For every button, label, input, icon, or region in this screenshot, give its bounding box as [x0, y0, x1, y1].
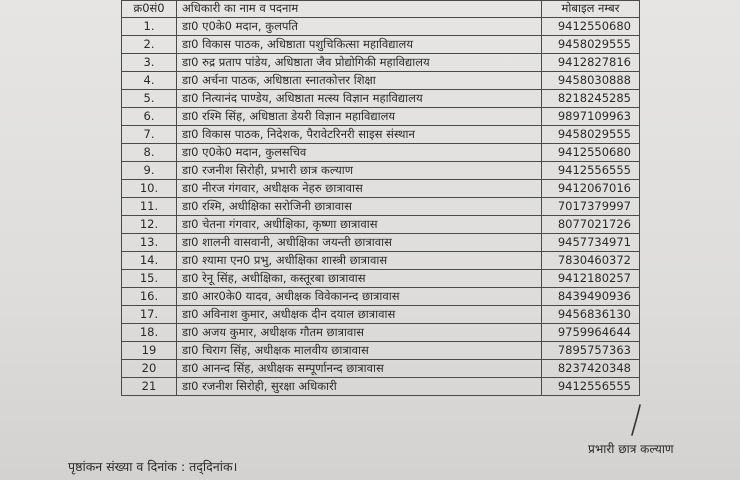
table-row	[122, 378, 640, 396]
table-header-row	[122, 1, 640, 18]
serial-number-cell: 5.	[122, 90, 177, 108]
mobile-number-cell: 9412827816	[542, 54, 640, 72]
official-name-header: अधिकारी का नाम व पदनाम	[177, 1, 542, 18]
official-name-cell: डा0 रजनीश सिरोही, सुरक्षा अधिकारी	[177, 378, 542, 396]
table-body	[122, 18, 640, 396]
official-name-cell: डा0 आर0के0 यादव, अधीक्षक विवेकानन्द छात्रावास	[177, 288, 542, 306]
table-row	[122, 36, 640, 54]
official-name-cell: डा0 चेतना गंगवार, अधीक्षिका, कृष्णा छात्रावास	[177, 216, 542, 234]
mobile-number-cell: 9412180257	[542, 270, 640, 288]
table-row	[122, 252, 640, 270]
mobile-number-cell: 9458029555	[542, 126, 640, 144]
serial-number-cell: 3.	[122, 54, 177, 72]
mobile-number-cell: 9412067016	[542, 180, 640, 198]
signature-stroke	[630, 404, 642, 436]
official-name-cell: डा0 शालनी वासवानी, अधीक्षिका जयन्ती छात्रावास	[177, 234, 542, 252]
official-name-cell: डा0 चिराग सिंह, अधीक्षक मालवीय छात्रावास	[177, 342, 542, 360]
serial-number-cell: 8.	[122, 144, 177, 162]
serial-number-header: क्र0सं0	[122, 1, 177, 18]
mobile-number-cell: 9458029555	[542, 36, 640, 54]
table-row	[122, 180, 640, 198]
serial-number-cell: 9.	[122, 162, 177, 180]
serial-number-cell: 20	[122, 360, 177, 378]
official-name-cell: डा0 ए0के0 मदान, कुलपति	[177, 18, 542, 36]
official-name-cell: डा0 श्यामा एन0 प्रभु, अधीक्षिका शास्त्री छात्रावास	[177, 252, 542, 270]
official-name-cell: डा0 नित्यानंद पाण्डेय, अधिष्ठाता मत्स्य विज्ञान महाविद्यालय	[177, 90, 542, 108]
official-name-cell: डा0 विकास पाठक, निदेशक, पैरावेटरिनरी साइस संस्थान	[177, 126, 542, 144]
table-row	[122, 126, 640, 144]
serial-number-cell: 14.	[122, 252, 177, 270]
mobile-number-cell: 9412550680	[542, 144, 640, 162]
table-row	[122, 90, 640, 108]
serial-number-cell: 17.	[122, 306, 177, 324]
table-row	[122, 306, 640, 324]
table-row	[122, 324, 640, 342]
serial-number-cell: 2.	[122, 36, 177, 54]
serial-number-cell: 12.	[122, 216, 177, 234]
endorsement-line: पृष्ठांकन संख्या व दिनांक : तद्‌दिनांक।	[68, 459, 238, 474]
official-name-cell: डा0 रजनीश सिरोही, प्रभारी छात्र कल्याण	[177, 162, 542, 180]
serial-number-cell: 6.	[122, 108, 177, 126]
mobile-number-cell: 7017379997	[542, 198, 640, 216]
mobile-number-cell: 9456836130	[542, 306, 640, 324]
cut-off-text-fragment	[68, 476, 438, 480]
serial-number-cell: 4.	[122, 72, 177, 90]
mobile-number-cell: 8237420348	[542, 360, 640, 378]
serial-number-cell: 18.	[122, 324, 177, 342]
serial-number-cell: 13.	[122, 234, 177, 252]
official-name-cell: डा0 अर्चना पाठक, अधिष्ठाता स्नातकोत्तर शिक्षा	[177, 72, 542, 90]
mobile-number-cell: 9412556555	[542, 162, 640, 180]
official-name-cell: डा0 आनन्द सिंह, अधीक्षक सम्पूर्णानन्द छात्रावास	[177, 360, 542, 378]
table-row	[122, 144, 640, 162]
mobile-number-cell: 8218245285	[542, 90, 640, 108]
official-name-cell: डा0 ए0के0 मदान, कुलसचिव	[177, 144, 542, 162]
table-row	[122, 360, 640, 378]
table-row	[122, 108, 640, 126]
table-row	[122, 162, 640, 180]
mobile-number-cell: 9897109963	[542, 108, 640, 126]
table-row	[122, 18, 640, 36]
table-row	[122, 270, 640, 288]
table-row	[122, 72, 640, 90]
table-row	[122, 54, 640, 72]
official-name-cell: डा0 रेनू सिंह, अधीक्षिका, कस्तूरबा छात्रावास	[177, 270, 542, 288]
official-name-cell: डा0 विकास पाठक, अधिष्ठाता पशुचिकित्सा महाविद्यालय	[177, 36, 542, 54]
official-name-cell: डा0 रश्मि, अधीक्षिका सरोजिनी छात्रावास	[177, 198, 542, 216]
mobile-number-header: मोबाइल नम्बर	[542, 1, 640, 18]
mobile-number-cell: 8077021726	[542, 216, 640, 234]
serial-number-cell: 21	[122, 378, 177, 396]
serial-number-cell: 10.	[122, 180, 177, 198]
mobile-number-cell: 7895757363	[542, 342, 640, 360]
official-name-cell: डा0 अजय कुमार, अधीक्षक गौतम छात्रावास	[177, 324, 542, 342]
table-row	[122, 288, 640, 306]
serial-number-cell: 1.	[122, 18, 177, 36]
mobile-number-cell: 9458030888	[542, 72, 640, 90]
serial-number-cell: 7.	[122, 126, 177, 144]
mobile-number-cell: 9759964644	[542, 324, 640, 342]
official-name-cell: डा0 अविनाश कुमार, अधीक्षक दीन दयाल छात्रावास	[177, 306, 542, 324]
serial-number-cell: 16.	[122, 288, 177, 306]
official-name-cell: डा0 रुद्र प्रताप पांडेय, अधिष्ठाता जैव प्रोद्योगिकी महाविद्यालय	[177, 54, 542, 72]
signatory-designation: प्रभारी छात्र कल्याण	[588, 442, 674, 456]
table-row	[122, 198, 640, 216]
mobile-number-cell: 7830460372	[542, 252, 640, 270]
table-row	[122, 342, 640, 360]
serial-number-cell: 11.	[122, 198, 177, 216]
mobile-number-cell: 9412556555	[542, 378, 640, 396]
official-name-cell: डा0 रश्मि सिंह, अधिष्ठाता डेयरी विज्ञान महाविद्यालय	[177, 108, 542, 126]
table-row	[122, 234, 640, 252]
mobile-number-cell: 9457734971	[542, 234, 640, 252]
table-row	[122, 216, 640, 234]
mobile-number-cell: 9412550680	[542, 18, 640, 36]
mobile-number-cell: 8439490936	[542, 288, 640, 306]
serial-number-cell: 19	[122, 342, 177, 360]
official-name-cell: डा0 नीरज गंगवार, अधीक्षक नेहरु छात्रावास	[177, 180, 542, 198]
officials-contact-table	[121, 0, 640, 396]
serial-number-cell: 15.	[122, 270, 177, 288]
